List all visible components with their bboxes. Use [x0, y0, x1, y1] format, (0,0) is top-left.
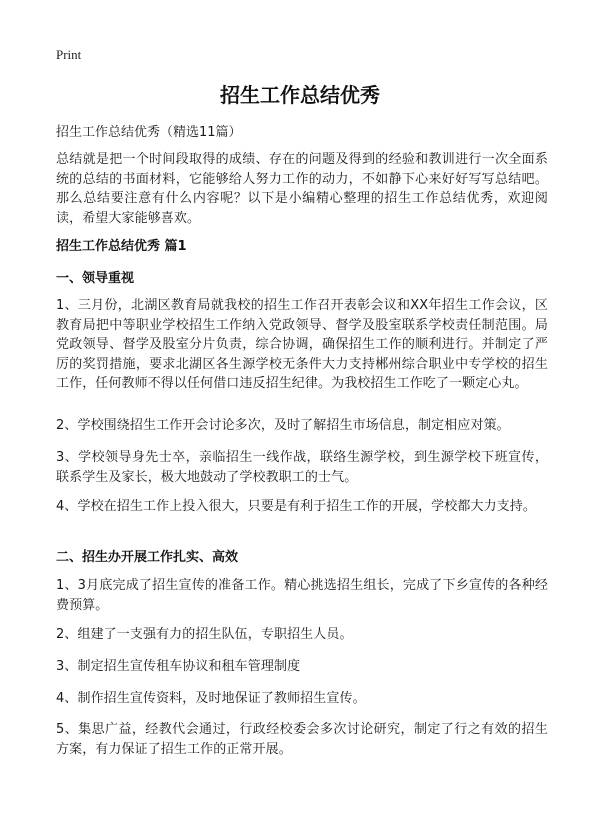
list-item: 5、集思广益，经教代会通过，行政经校委会多次讨论研究，制定了行之有效的招生方案，有力保证了招生工作的正常开展。	[56, 722, 548, 757]
page-title: 招生工作总结优秀	[220, 83, 380, 107]
print-link[interactable]: Print	[56, 47, 82, 62]
list-item: 2、学校围绕招生工作开会讨论多次，及时了解招生市场信息，制定相应对策。	[56, 418, 510, 433]
list-item: 3、制定招生宣传租车协议和租车管理制度	[56, 659, 301, 674]
article-heading: 招生工作总结优秀 篇1	[56, 239, 187, 254]
document-subtitle: 招生工作总结优秀（精选11篇）	[56, 125, 242, 140]
list-item: 3、学校领导身先士卒，亲临招生一线作战，联络生源学校，到生源学校下班宣传，联系学生及家长，极大地鼓动了学校教职工的士气。	[56, 450, 548, 485]
list-item: 4、学校在招生工作上投入很大，只要是有利于招生工作的开展，学校都大力支持。	[56, 499, 536, 514]
section-heading-leadership: 一、领导重视	[56, 271, 135, 286]
list-item: 4、制作招生宣传资料，及时地保证了教师招生宣传。	[56, 691, 366, 706]
intro-paragraph: 总结就是把一个时间段取得的成绩、存在的问题及得到的经验和教训进行一次全面系统的总结的书面材料，它能够给人努力工作的动力，不如静下心来好好写写总结吧。那么总结要注意有什么内容呢？以下是小编精心整理的招生工作总结优秀，欢迎阅读，希望大家能够喜欢。	[56, 152, 548, 226]
section-heading-admissions-office: 二、招生办开展工作扎实、高效	[56, 550, 239, 565]
list-item: 2、组建了一支强有力的招生队伍，专职招生人员。	[56, 627, 353, 642]
list-item: 1、3月底完成了招生宣传的准备工作。精心挑选招生组长，完成了下乡宣传的各种经费预算。	[56, 578, 548, 613]
list-item: 1、三月份，北湖区教育局就我校的招生工作召开表彰会议和XX年招生工作会议，区教育局把中等职业学校招生工作纳入党政领导、督学及股室联系学校责任制范围。局党政领导、督学及股室分片负责，综合协调，确保招生工作的顺利进行。并制定了严厉的奖罚措施，要求北湖区各生源学校无条件大力支持郴州综合职业中专学校的招生工作，任何教师不得以任何借口违反招生纪律。为我校招生工作吃了一颗定心丸。	[56, 298, 548, 391]
